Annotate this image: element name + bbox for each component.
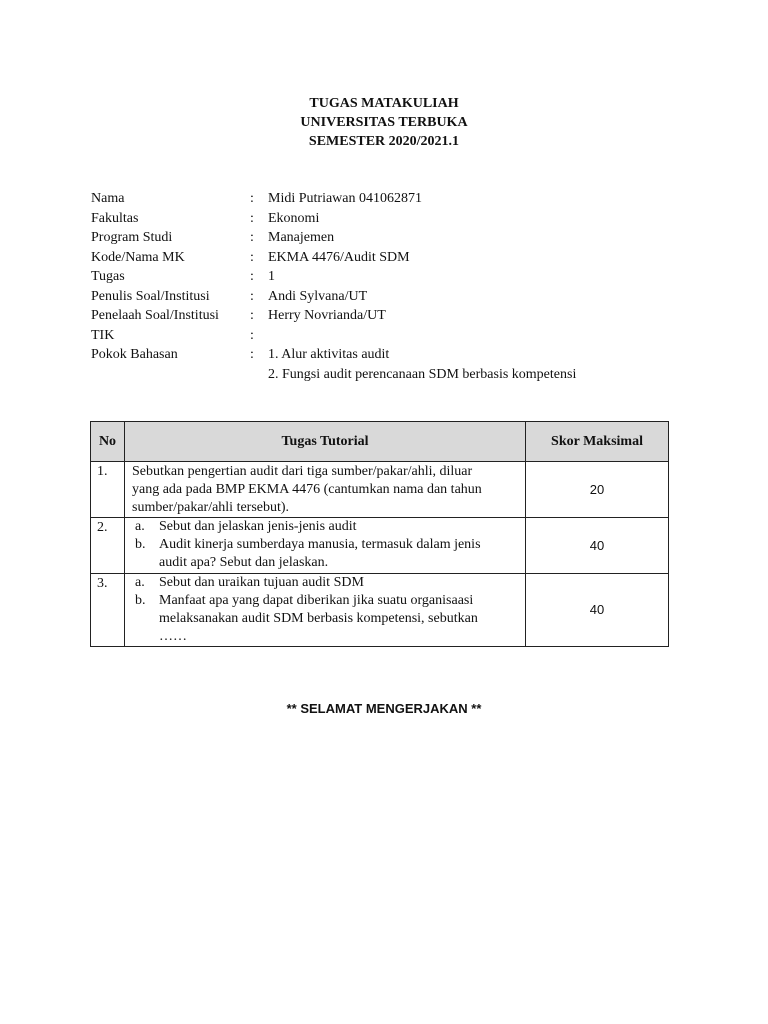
- info-colon: :: [250, 327, 254, 343]
- max-score: 40: [526, 574, 669, 647]
- task-line: melaksanakan audit SDM berbasis kompetensi, sebutkan: [159, 611, 478, 626]
- header-semester: SEMESTER 2020/2021.1: [308, 134, 460, 149]
- closing-message: ** SELAMAT MENGERJAKAN **: [286, 701, 482, 716]
- info-value: Herry Novrianda/UT: [268, 308, 386, 323]
- pokok-bahasan-item: 1. Alur aktivitas audit: [268, 347, 390, 362]
- info-value: Midi Putriawan 041062871: [268, 191, 422, 206]
- info-colon: :: [250, 288, 254, 304]
- info-value: Manajemen: [268, 230, 335, 245]
- info-value: Ekonomi: [268, 210, 320, 226]
- header-university: UNIVERSITAS TERBUKA: [300, 115, 468, 130]
- info-row-pokok-bahasan: [91, 345, 576, 384]
- info-label: Fakultas: [91, 210, 139, 226]
- info-row-fakultas: [91, 209, 576, 229]
- task-subitem: [132, 592, 519, 646]
- task-subitem: [132, 536, 519, 572]
- info-colon: :: [250, 210, 254, 226]
- task-subitem-list: [132, 518, 519, 572]
- task-line: Sebutkan pengertian audit dari tiga sumber/pakar/ahli, diluar: [132, 464, 473, 479]
- info-row-program-studi: [91, 228, 576, 248]
- student-info: [91, 189, 576, 384]
- subitem-marker: a.: [135, 519, 145, 534]
- info-row-tik: [91, 326, 576, 346]
- task-cell: [125, 574, 526, 647]
- task-line: Audit kinerja sumberdaya manusia, termasuk dalam jenis: [159, 537, 481, 552]
- task-line: sumber/pakar/ahli tersebut).: [132, 500, 290, 515]
- task-cell: [125, 462, 526, 518]
- info-value: 1: [268, 269, 275, 284]
- info-row-penulis: [91, 287, 576, 307]
- table-row: [91, 518, 669, 574]
- task-line: ……: [159, 629, 187, 644]
- info-colon: :: [250, 249, 254, 265]
- info-label: Program Studi: [91, 230, 173, 245]
- info-label: Kode/Nama MK: [91, 249, 185, 265]
- info-label: Penelaah Soal/Institusi: [91, 308, 219, 323]
- column-header-no: No: [91, 422, 125, 462]
- table-row: [91, 574, 669, 647]
- info-label: TIK: [91, 327, 115, 343]
- info-colon: :: [250, 269, 254, 284]
- task-subitem: [132, 518, 519, 536]
- task-table: [90, 421, 669, 647]
- table-row: [91, 462, 669, 518]
- document-header: [0, 94, 768, 151]
- info-label: Pokok Bahasan: [91, 347, 178, 362]
- task-subitem-list: [132, 574, 519, 646]
- header-title: TUGAS MATAKULIAH: [309, 96, 459, 111]
- table-header-row: [91, 422, 669, 462]
- max-score: 20: [526, 462, 669, 518]
- info-value: Andi Sylvana/UT: [268, 288, 368, 304]
- column-header-task: Tugas Tutorial: [125, 422, 526, 462]
- info-value: EKMA 4476/Audit SDM: [268, 249, 410, 265]
- info-value-list: [268, 345, 576, 384]
- info-colon: :: [250, 230, 254, 245]
- subitem-marker: b.: [135, 537, 146, 552]
- pokok-bahasan-item: 2. Fungsi audit perencanaan SDM berbasis kompetensi: [268, 366, 577, 382]
- info-row-tugas: [91, 267, 576, 287]
- task-line: Manfaat apa yang dapat diberikan jika suatu organisaasi: [159, 593, 474, 608]
- info-label: Tugas: [91, 269, 125, 284]
- subitem-marker: b.: [135, 593, 146, 608]
- info-label: Nama: [91, 191, 125, 206]
- info-colon: :: [250, 191, 254, 206]
- row-number: 3.: [91, 574, 125, 647]
- task-subitem: [132, 574, 519, 592]
- task-line: Sebut dan uraikan tujuan audit SDM: [159, 575, 364, 590]
- column-header-score: Skor Maksimal: [526, 422, 669, 462]
- info-colon: :: [250, 347, 254, 362]
- row-number: 2.: [91, 518, 125, 574]
- task-line: yang ada pada BMP EKMA 4476 (cantumkan nama dan tahun: [132, 482, 482, 497]
- info-row-nama: [91, 189, 576, 209]
- subitem-marker: a.: [135, 575, 145, 590]
- task-line: Sebut dan jelaskan jenis-jenis audit: [159, 519, 357, 534]
- row-number: 1.: [91, 462, 125, 518]
- max-score: 40: [526, 518, 669, 574]
- info-label: Penulis Soal/Institusi: [91, 288, 210, 304]
- info-row-kode-mk: [91, 248, 576, 268]
- task-cell: [125, 518, 526, 574]
- info-colon: :: [250, 308, 254, 323]
- info-row-penelaah: [91, 306, 576, 326]
- task-line: audit apa? Sebut dan jelaskan.: [159, 555, 329, 570]
